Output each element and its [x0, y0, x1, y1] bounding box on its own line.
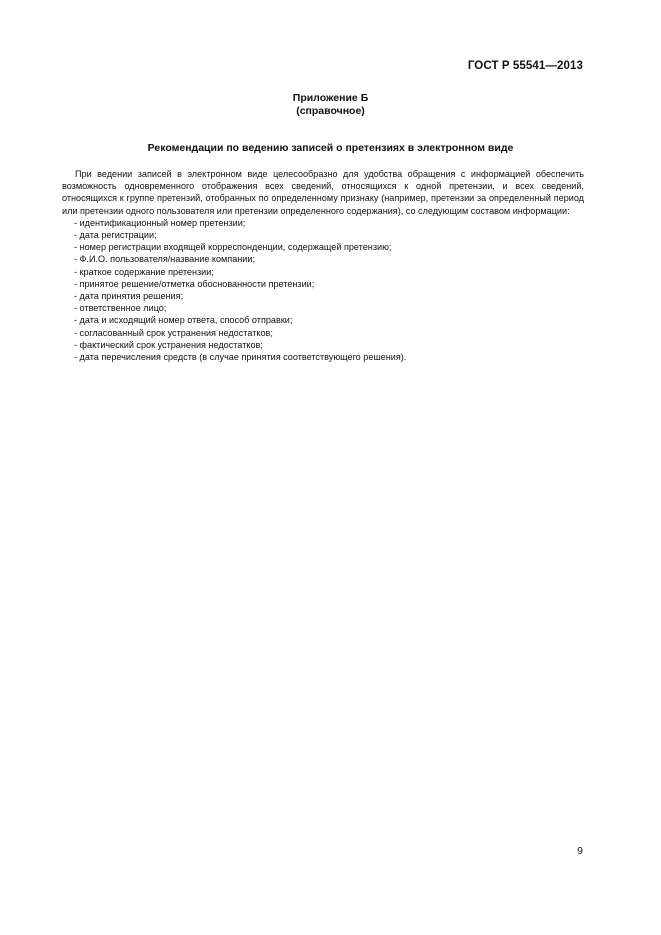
list-item: - принятое решение/отметка обоснованности претензии; — [74, 278, 315, 289]
list-item: - номер регистрации входящей корреспонденции, содержащей претензию; — [74, 242, 392, 253]
list-item: - дата и исходящий номер ответа, способ отправки; — [74, 315, 293, 326]
appendix-heading — [0, 92, 661, 118]
list-item: - дата принятия решения; — [74, 291, 184, 302]
page-number: 9 — [577, 845, 583, 857]
list-item: - краткое содержание претензии; — [74, 266, 214, 277]
appendix-title: Приложение Б — [292, 92, 369, 104]
list-item: - идентификационный номер претензии; — [74, 217, 246, 228]
intro-paragraph: При ведении записей в электронном виде целесообразно для удобства обращения с информацией обеспечить возможность одновременного отображения всех сведений, относящихся к одной претензии, и всех сведений, относящихся к группе претензий, отобранных по определенному признаку (например, претензии за определенный период или претензии одного пользователя или претензии определенного содержания), со следующим составом информации: — [62, 169, 584, 216]
list-item: - Ф.И.О. пользователя/название компании; — [74, 254, 255, 265]
body-text — [62, 168, 584, 363]
section-title: Рекомендации по ведению записей о претензиях в электронном виде — [147, 142, 514, 154]
info-list — [62, 217, 584, 363]
list-item: - ответственное лицо; — [74, 303, 167, 314]
list-item: - фактический срок устранения недостатков; — [74, 339, 263, 350]
list-item: - дата регистрации; — [74, 230, 157, 241]
appendix-subtitle: (справочное) — [296, 105, 365, 117]
list-item: - согласованный срок устранения недостатков; — [74, 327, 273, 338]
document-code: ГОСТ Р 55541—2013 — [467, 60, 583, 72]
list-item: - дата перечисления средств (в случае принятия соответствующего решения). — [74, 352, 407, 363]
